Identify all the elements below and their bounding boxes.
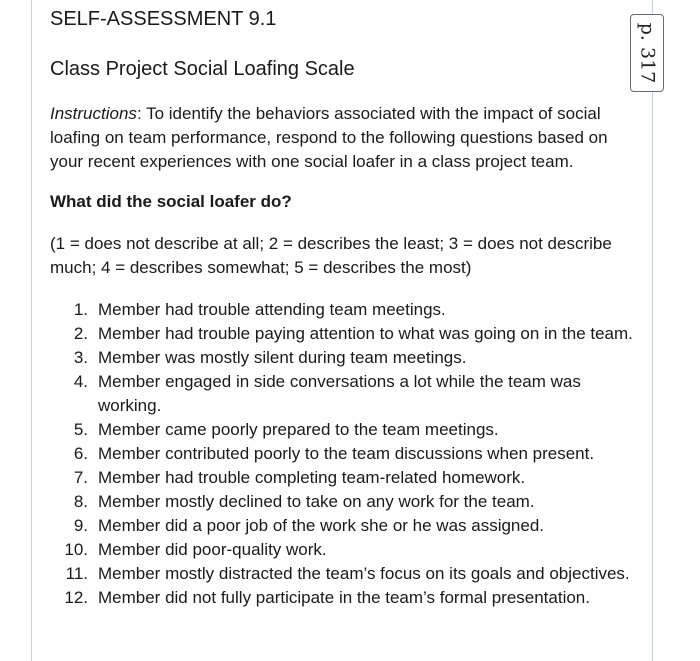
item-number: 4.: [73, 372, 88, 391]
question-heading: What did the social loafer do?: [50, 192, 292, 211]
list-item: [50, 370, 640, 418]
item-number: 7.: [73, 468, 88, 487]
list-item: [50, 322, 640, 346]
instructions-label: Instructions: [50, 104, 137, 123]
item-text: Member contributed poorly to the team discussions when present.: [98, 444, 595, 463]
item-text: Member mostly declined to take on any work for the team.: [98, 492, 535, 511]
item-text: Member came poorly prepared to the team meetings.: [98, 420, 499, 439]
instructions-text: : To identify the behaviors associated with the impact of social loafing on team performance, respond to the following questions based on your recent experiences with one social loafer in a class project team.: [50, 104, 608, 171]
list-item: [50, 298, 640, 322]
list-item: [50, 490, 640, 514]
list-item: [50, 466, 640, 490]
item-text: Member had trouble paying attention to what was going on in the team.: [98, 324, 633, 343]
item-text: Member had trouble attending team meetings.: [98, 300, 446, 319]
item-text: Member did a poor job of the work she or he was assigned.: [98, 516, 545, 535]
item-number: 2.: [73, 324, 88, 343]
list-item: [50, 514, 640, 538]
item-text: Member engaged in side conversations a lot while the team was working.: [98, 372, 581, 415]
item-number: 11.: [65, 564, 88, 583]
list-item: [50, 442, 640, 466]
item-text: Member mostly distracted the team’s focus on its goals and objectives.: [98, 564, 630, 583]
page-title: SELF-ASSESSMENT 9.1: [50, 8, 277, 30]
assessment-content: [50, 6, 640, 610]
list-item: [50, 586, 640, 610]
item-number: 10.: [64, 540, 88, 559]
item-text: Member was mostly silent during team meetings.: [98, 348, 467, 367]
item-number: 12.: [64, 588, 88, 607]
list-item: [50, 418, 640, 442]
list-item: [50, 346, 640, 370]
scale-legend: (1 = does not describe at all; 2 = describes the least; 3 = does not describe much; 4 = describes somewhat; 5 = describes the most): [50, 234, 612, 277]
item-number: 9.: [73, 516, 88, 535]
list-item: [50, 562, 640, 586]
instructions-paragraph: [50, 102, 640, 174]
scale-title: Class Project Social Loafing Scale: [50, 58, 355, 80]
left-margin-rule: [31, 0, 32, 661]
item-text: Member did not fully participate in the team’s formal presentation.: [98, 588, 590, 607]
item-number: 1.: [73, 300, 88, 319]
page-number-label: p. 317: [636, 22, 659, 84]
item-text: Member did poor-quality work.: [98, 540, 327, 559]
item-number: 5.: [73, 420, 88, 439]
items-list: [50, 298, 640, 610]
right-margin-rule: [652, 0, 653, 661]
item-text: Member had trouble completing team-related homework.: [98, 468, 526, 487]
item-number: 3.: [73, 348, 88, 367]
list-item: [50, 538, 640, 562]
item-number: 6.: [73, 444, 88, 463]
item-number: 8.: [73, 492, 88, 511]
